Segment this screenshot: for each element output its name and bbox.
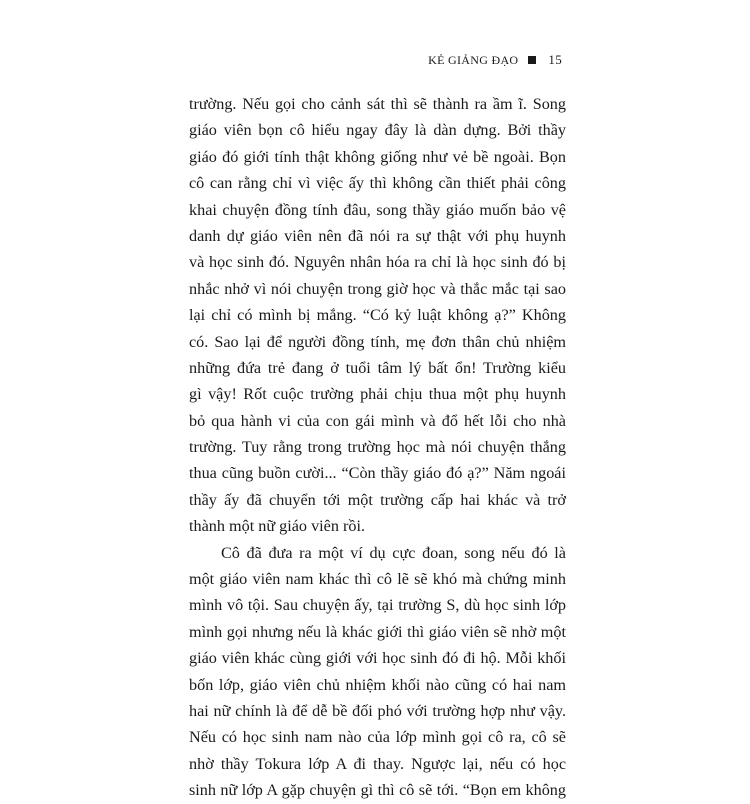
text-line: khai chuyện đồng tính đâu, song thầy giáo muốn bảo vệ [189,200,566,219]
text-line: cô can rằng chỉ vì việc ấy thì không cần thiết phải công [189,174,566,193]
text-line: mình vô tội. Sau chuyện ấy, tại trường S, dù học sinh lớp [189,596,566,615]
paragraph-2 [189,540,566,804]
text-line: giáo đó giới tính thật không giống như vẻ bề ngoài. Bọn [189,147,566,166]
text-line: thành một nữ giáo viên rồi. [189,517,366,536]
text-line: trường. Nếu gọi cho cảnh sát thì sẽ thành ra ầm ĩ. Song [189,95,566,113]
text-line: nhắc nhở vì nói chuyện trong giờ học và thắc mắc tại sao [189,279,566,298]
text-line: gì vậy! Rốt cuộc trường phải chịu thua một phụ huynh [189,385,566,404]
body-text [189,91,566,804]
text-line: trường. Tuy rằng trong trường học mà nói chuyện thắng [189,438,566,457]
text-line: lại chỉ có mình bị mắng. “Có kỷ luật không ạ?” Không [189,306,566,325]
text-line: bốn lớp, giáo viên chủ nhiệm khối nào cũng có hai nam [189,675,566,694]
text-line: nhờ thầy Tokura lớp A đi thay. Ngược lại, nếu có học [189,754,566,773]
text-line: bỏ qua hành vi của con gái mình và đổ hết lỗi cho nhà [189,411,566,430]
text-line: giáo viên khác cùng giới với học sinh đó đi hộ. Mỗi khối [189,649,566,668]
paragraph-1 [189,91,566,540]
text-line: giáo viên bọn cô hiểu ngay đây là dàn dựng. Bởi thầy [189,121,566,140]
text-line: mình gọi nhưng nếu là khác giới thì giáo viên sẽ nhờ một [189,622,566,641]
text-line: Nếu có học sinh nam nào của lớp mình gọi cô ra, cô sẽ [189,728,566,747]
running-head [428,52,562,68]
text-line: và học sinh đó. Nguyên nhân hóa ra chỉ là học sinh đó bị [189,253,566,272]
text-line: một giáo viên nam khác thì cô lẽ sẽ khó mà chứng minh [189,570,566,589]
text-line: danh dự giáo viên nên đã nói ra sự thật với phụ huynh [189,226,566,245]
text-line: sinh nữ lớp A gặp chuyện gì thì cô sẽ tới. “Bọn em không [189,781,566,800]
page-number: 15 [548,52,562,67]
square-bullet-icon [528,56,536,64]
text-line: thầy ấy đã chuyển tới một trường cấp hai khác và trở [189,490,566,509]
text-line: những đứa trẻ đang ở tuổi tâm lý bất ổn! Trường kiểu [189,358,566,377]
text-line: Cô đã đưa ra một ví dụ cực đoan, song nếu đó là [221,543,566,562]
running-title: KẺ GIẢNG ĐẠO [428,52,519,67]
text-line: hai nữ chính là để dễ bề đối phó với trường hợp như vậy. [189,701,566,720]
text-line: thua cũng buồn cười... “Còn thầy giáo đó ạ?” Năm ngoái [189,464,566,483]
text-line: có. Sao lại để người đồng tính, mẹ đơn thân chủ nhiệm [189,332,566,351]
